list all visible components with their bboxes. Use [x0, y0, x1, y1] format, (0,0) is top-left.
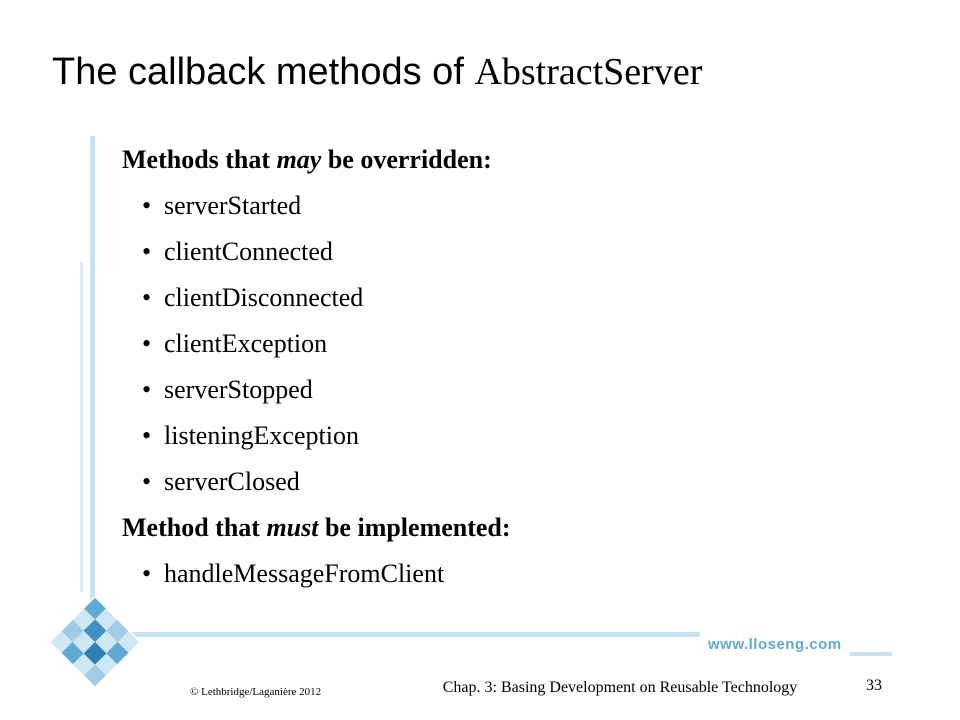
footer-chapter: Chap. 3: Basing Development on Reusable Technology [442, 679, 798, 696]
bullet-icon: • [142, 329, 152, 358]
title-text: The callback methods of [52, 51, 475, 93]
bullet-icon: • [142, 467, 152, 496]
title-class-name: AbstractServer [474, 51, 703, 93]
list-item: • serverStopped [142, 375, 313, 404]
slide-title [52, 50, 702, 94]
list-item: • listeningException [142, 421, 359, 450]
footer-copyright: © Lethbridge/Laganière 2012 [190, 686, 322, 698]
bullet-icon: • [142, 191, 152, 220]
bottom-right-line [850, 652, 892, 656]
list-item: • clientException [142, 329, 328, 358]
mosaic-logo-icon [50, 597, 141, 688]
bullet-icon: • [142, 283, 152, 312]
bullet-icon: • [142, 375, 152, 404]
section-heading-overridden: Methods that may be overridden: [122, 145, 492, 174]
left-vertical-line [90, 136, 95, 626]
list-item: • serverStarted [142, 191, 302, 220]
page-number: 33 [866, 677, 882, 694]
list-item: • clientDisconnected [142, 283, 364, 312]
section-heading-implemented: Method that must be implemented: [122, 513, 511, 542]
list-item: • serverClosed [142, 467, 300, 496]
bullet-icon: • [142, 559, 152, 588]
bullet-icon: • [142, 237, 152, 266]
left-short-line [80, 262, 83, 592]
list-item: • clientConnected [142, 237, 333, 266]
website-url: www.lloseng.com [708, 636, 842, 653]
list-item: • handleMessageFromClient [142, 559, 445, 588]
bullet-icon: • [142, 421, 152, 450]
bottom-horizontal-line [130, 632, 700, 637]
